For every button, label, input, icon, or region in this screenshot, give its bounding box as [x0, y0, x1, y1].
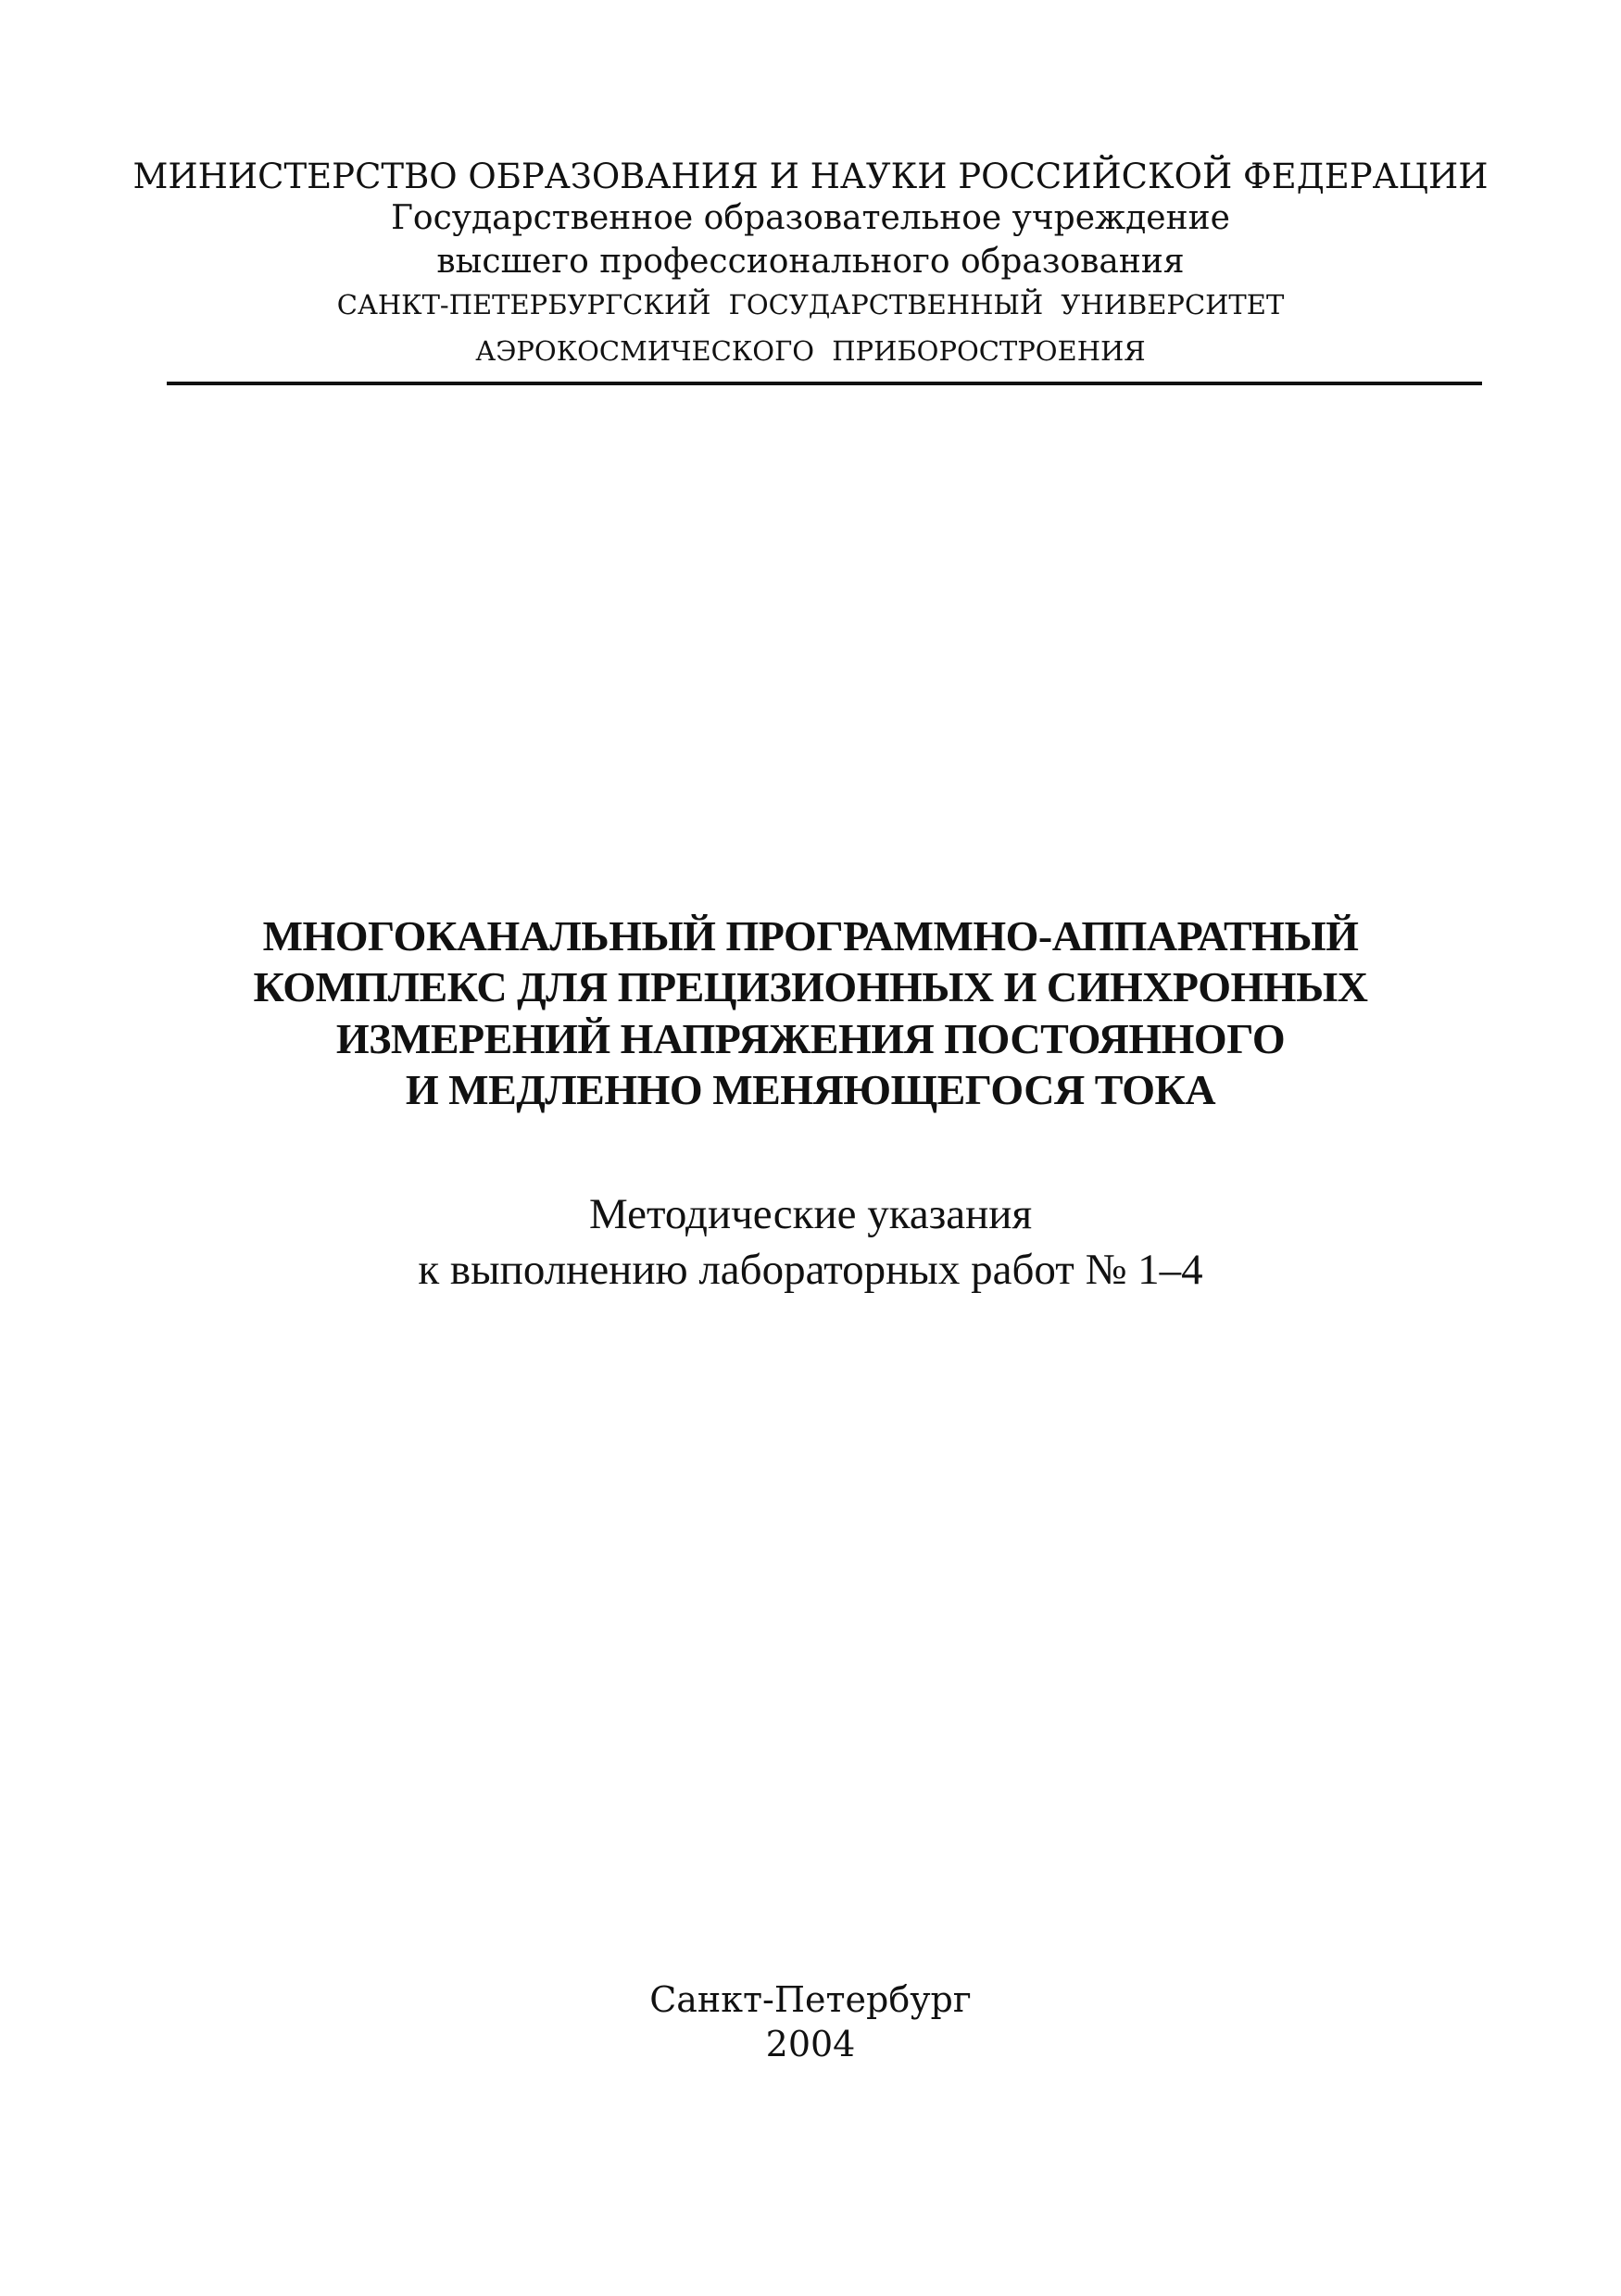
university-line-2: АЭРОКОСМИЧЕСКОГО ПРИБОРОСТРОЕНИЯ — [475, 335, 1146, 367]
publication-year: 2004 — [765, 2024, 856, 2064]
ministry-heading: МИНИСТЕРСТВО ОБРАЗОВАНИЯ И НАУКИ РОССИЙСКОЙ ФЕДЕРАЦИИ — [132, 157, 1489, 196]
document-title-line-2: КОМПЛЕКС ДЛЯ ПРЕЦИЗИОННЫХ И СИНХРОННЫХ — [253, 963, 1368, 1010]
university-line-1: САНКТ-ПЕТЕРБУРГСКИЙ ГОСУДАРСТВЕННЫЙ УНИВЕРСИТЕТ — [336, 289, 1285, 320]
institution-line-2: высшего профессионального образования — [436, 243, 1185, 281]
subtitle-line-2: к выполнению лабораторных работ № 1–4 — [418, 1246, 1203, 1294]
document-title-line-4: И МЕДЛЕННО МЕНЯЮЩЕГОСЯ ТОКА — [405, 1066, 1216, 1113]
document-title-line-3: ИЗМЕРЕНИЙ НАПРЯЖЕНИЯ ПОСТОЯННОГО — [335, 1015, 1286, 1062]
subtitle-line-1: Методические указания — [588, 1190, 1033, 1238]
publication-city: Санкт-Петербург — [649, 1979, 972, 2020]
header-divider — [167, 382, 1482, 385]
document-title-line-1: МНОГОКАНАЛЬНЫЙ ПРОГРАММНО-АППАРАТНЫЙ — [262, 912, 1359, 960]
institution-line-1: Государственное образовательное учреждение — [391, 199, 1230, 237]
